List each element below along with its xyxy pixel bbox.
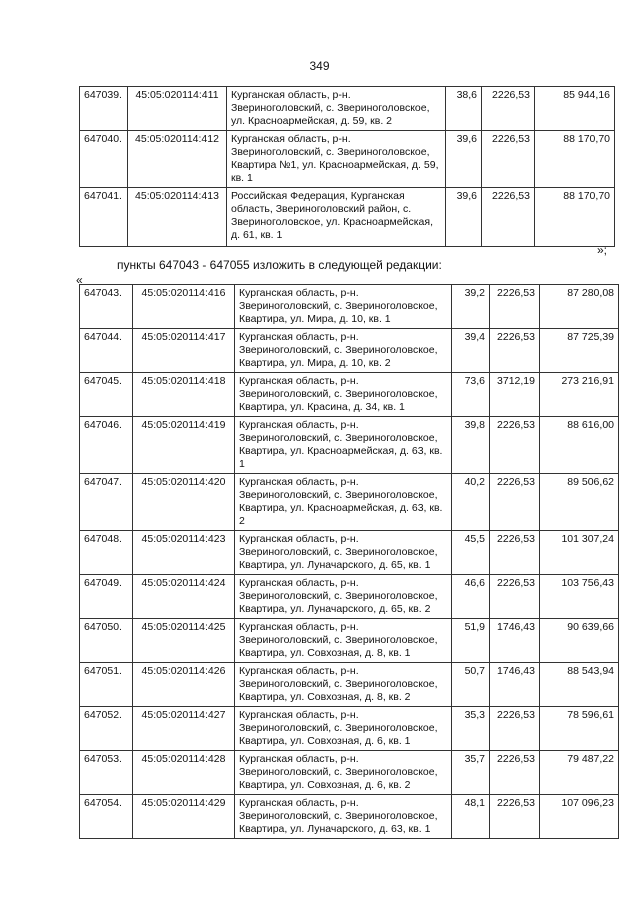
table-row — [80, 795, 619, 839]
cadastral-number: 45:05:020114:416 — [133, 285, 235, 329]
total-value: 103 756,43 — [540, 575, 619, 619]
total-value: 107 096,23 — [540, 795, 619, 839]
area: 40,2 — [452, 474, 490, 531]
item-number: 647039. — [80, 87, 128, 131]
total-value: 79 487,22 — [540, 751, 619, 795]
address: Курганская область, р-н. Звериноголовский, с. Звериноголовское, Квартира, ул. Мира, д. 10, кв. 2 — [235, 329, 452, 373]
price-per-unit: 2226,53 — [490, 707, 540, 751]
table-row — [80, 663, 619, 707]
table-row — [80, 417, 619, 474]
table-top — [79, 86, 615, 247]
price-per-unit: 2226,53 — [482, 188, 535, 247]
table-row — [80, 575, 619, 619]
area: 35,3 — [452, 707, 490, 751]
total-value: 87 280,08 — [540, 285, 619, 329]
price-per-unit: 3712,19 — [490, 373, 540, 417]
total-value: 88 170,70 — [535, 188, 615, 247]
price-per-unit: 2226,53 — [482, 87, 535, 131]
price-per-unit: 2226,53 — [490, 575, 540, 619]
address: Курганская область, р-н. Звериноголовский, с. Звериноголовское, Квартира, ул. Луначарского, д. 65, кв. 1 — [235, 531, 452, 575]
area: 38,6 — [446, 87, 482, 131]
cadastral-number: 45:05:020114:423 — [133, 531, 235, 575]
table-row — [80, 474, 619, 531]
area: 39,6 — [446, 188, 482, 247]
item-number: 647049. — [80, 575, 133, 619]
opening-quote: « — [76, 273, 83, 287]
item-number: 647050. — [80, 619, 133, 663]
table-row — [80, 707, 619, 751]
address: Курганская область, р-н. Звериноголовский, с. Звериноголовское, Квартира, ул. Луначарского, д. 65, кв. 2 — [235, 575, 452, 619]
area: 45,5 — [452, 531, 490, 575]
address: Курганская область, р-н. Звериноголовский, с. Звериноголовское, Квартира, ул. Луначарского, д. 63, кв. 1 — [235, 795, 452, 839]
item-number: 647045. — [80, 373, 133, 417]
cadastral-number: 45:05:020114:420 — [133, 474, 235, 531]
total-value: 88 616,00 — [540, 417, 619, 474]
cadastral-number: 45:05:020114:413 — [128, 188, 227, 247]
cadastral-number: 45:05:020114:418 — [133, 373, 235, 417]
price-per-unit: 2226,53 — [490, 531, 540, 575]
item-number: 647052. — [80, 707, 133, 751]
total-value: 78 596,61 — [540, 707, 619, 751]
address: Курганская область, р-н. Звериноголовский, с. Звериноголовское, Квартира, ул. Совхозная, д. 8, кв. 1 — [235, 619, 452, 663]
area: 48,1 — [452, 795, 490, 839]
table-row — [80, 285, 619, 329]
address: Курганская область, р-н. Звериноголовский, с. Звериноголовское, Квартира, ул. Совхозная, д. 8, кв. 2 — [235, 663, 452, 707]
area: 73,6 — [452, 373, 490, 417]
price-per-unit: 2226,53 — [490, 474, 540, 531]
total-value: 90 639,66 — [540, 619, 619, 663]
table-row — [80, 329, 619, 373]
cadastral-number: 45:05:020114:426 — [133, 663, 235, 707]
table-row — [80, 619, 619, 663]
item-number: 647051. — [80, 663, 133, 707]
cadastral-number: 45:05:020114:412 — [128, 131, 227, 188]
price-per-unit: 1746,43 — [490, 663, 540, 707]
cadastral-number: 45:05:020114:417 — [133, 329, 235, 373]
area: 51,9 — [452, 619, 490, 663]
area: 50,7 — [452, 663, 490, 707]
price-per-unit: 2226,53 — [482, 131, 535, 188]
price-per-unit: 2226,53 — [490, 329, 540, 373]
cadastral-number: 45:05:020114:427 — [133, 707, 235, 751]
address: Российская Федерация, Курганская область, Звериноголовский район, с. Звериноголовское, ул. Красноармейская, д. 61, кв. 1 — [227, 188, 446, 247]
total-value: 85 944,16 — [535, 87, 615, 131]
table-row — [80, 751, 619, 795]
item-number: 647040. — [80, 131, 128, 188]
total-value: 87 725,39 — [540, 329, 619, 373]
table-row — [80, 87, 615, 131]
address: Курганская область, р-н. Звериноголовский, с. Звериноголовское, Квартира, ул. Красноармейская, д. 63, кв. 2 — [235, 474, 452, 531]
price-per-unit: 2226,53 — [490, 795, 540, 839]
table-row — [80, 373, 619, 417]
address: Курганская область, р-н. Звериноголовский, с. Звериноголовское, Квартира, ул. Красина, д. 34, кв. 1 — [235, 373, 452, 417]
total-value: 101 307,24 — [540, 531, 619, 575]
area: 46,6 — [452, 575, 490, 619]
total-value: 89 506,62 — [540, 474, 619, 531]
area: 35,7 — [452, 751, 490, 795]
item-number: 647047. — [80, 474, 133, 531]
price-per-unit: 1746,43 — [490, 619, 540, 663]
total-value: 88 543,94 — [540, 663, 619, 707]
price-per-unit: 2226,53 — [490, 417, 540, 474]
address: Курганская область, р-н. Звериноголовский, с. Звериноголовское, Квартира, ул. Красноармейская, д. 63, кв. 1 — [235, 417, 452, 474]
address: Курганская область, р-н. Звериноголовский, с. Звериноголовское, Квартира, ул. Мира, д. 10, кв. 1 — [235, 285, 452, 329]
table-row — [80, 531, 619, 575]
item-number: 647046. — [80, 417, 133, 474]
area: 39,6 — [446, 131, 482, 188]
price-per-unit: 2226,53 — [490, 285, 540, 329]
address: Курганская область, р-н. Звериноголовский, с. Звериноголовское, Квартира, ул. Совхозная, д. 6, кв. 1 — [235, 707, 452, 751]
page-number: 349 — [309, 59, 330, 73]
cadastral-number: 45:05:020114:424 — [133, 575, 235, 619]
item-number: 647041. — [80, 188, 128, 247]
item-number: 647048. — [80, 531, 133, 575]
table-row — [80, 131, 615, 188]
address: Курганская область, р-н. Звериноголовский, с. Звериноголовское, Квартира №1, ул. Красноармейская, д. 59, кв. 1 — [227, 131, 446, 188]
area: 39,4 — [452, 329, 490, 373]
address: Курганская область, р-н. Звериноголовский, с. Звериноголовское, Квартира, ул. Совхозная, д. 6, кв. 2 — [235, 751, 452, 795]
item-number: 647043. — [80, 285, 133, 329]
table-row — [80, 188, 615, 247]
table-bottom — [79, 284, 619, 839]
area: 39,8 — [452, 417, 490, 474]
cadastral-number: 45:05:020114:425 — [133, 619, 235, 663]
cadastral-number: 45:05:020114:428 — [133, 751, 235, 795]
item-number: 647054. — [80, 795, 133, 839]
cadastral-number: 45:05:020114:419 — [133, 417, 235, 474]
amendment-paragraph: пункты 647043 - 647055 изложить в следующей редакции: — [117, 258, 442, 272]
cadastral-number: 45:05:020114:411 — [128, 87, 227, 131]
address: Курганская область, р-н. Звериноголовский, с. Звериноголовское, ул. Красноармейская, д. 59, кв. 2 — [227, 87, 446, 131]
total-value: 273 216,91 — [540, 373, 619, 417]
cadastral-number: 45:05:020114:429 — [133, 795, 235, 839]
total-value: 88 170,70 — [535, 131, 615, 188]
item-number: 647044. — [80, 329, 133, 373]
closing-quote: »; — [597, 243, 608, 257]
area: 39,2 — [452, 285, 490, 329]
price-per-unit: 2226,53 — [490, 751, 540, 795]
item-number: 647053. — [80, 751, 133, 795]
